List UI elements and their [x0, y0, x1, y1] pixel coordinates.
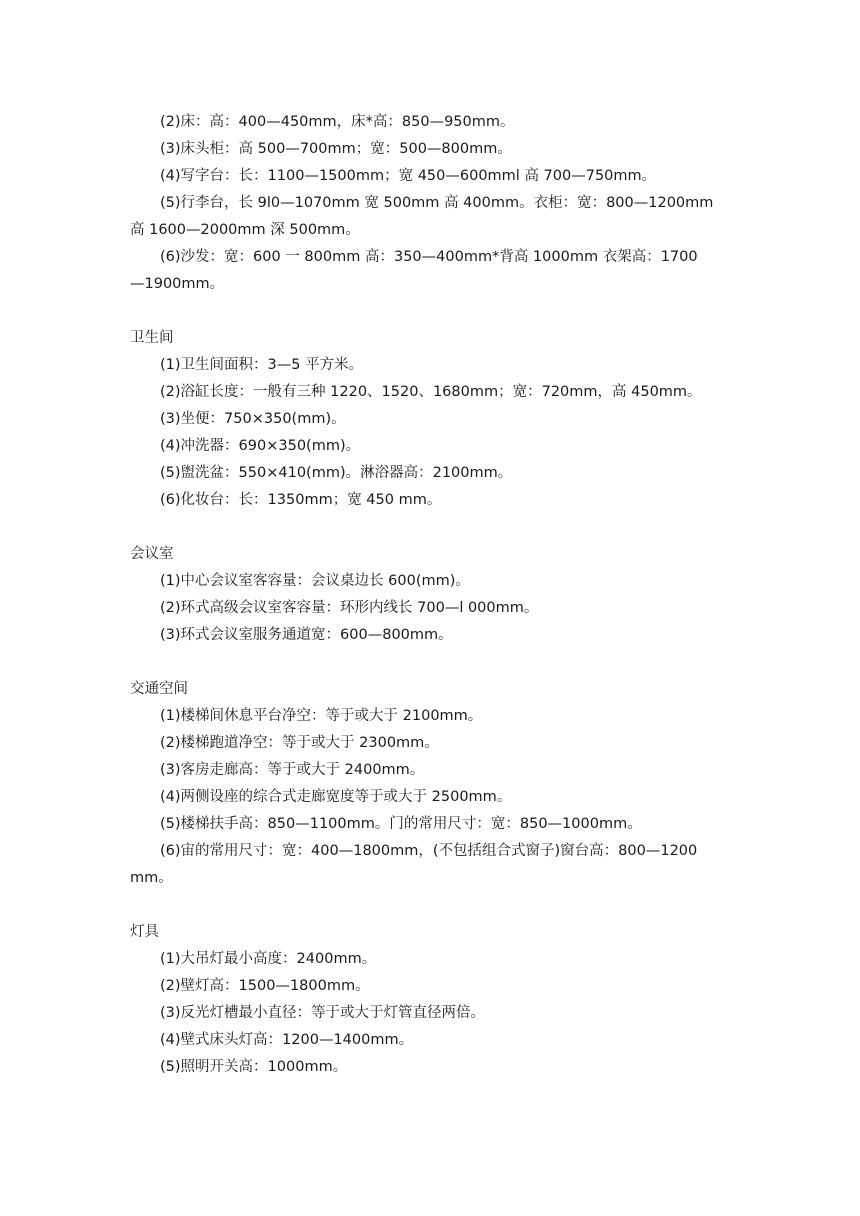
list-item-continuation: 高 1600—2000mm 深 500mm。	[130, 222, 360, 238]
list-item: (4)两侧设座的综合式走廊宽度等于或大于 2500mm。	[160, 789, 512, 805]
list-item: (4)冲洗器：690×350(mm)。	[160, 438, 361, 454]
section-lighting	[130, 919, 740, 1081]
list-item: (5)盥洗盆：550×410(mm)。淋浴器高：2100mm。	[160, 465, 513, 481]
list-item: (3)坐便：750×350(mm)。	[160, 411, 346, 427]
list-item: (3)环式会议室服务通道宽：600—800mm。	[160, 627, 453, 643]
list-item: (5)楼梯扶手高：850—1100mm。门的常用尺寸：宽：850—1000mm。	[160, 816, 642, 832]
section-meeting-room	[130, 541, 740, 649]
section-gap	[130, 649, 740, 676]
list-item: (4)壁式床头灯高：1200—1400mm。	[160, 1032, 414, 1048]
list-item-continuation: mm。	[130, 870, 173, 886]
list-item: (1)楼梯间休息平台净空：等于或大于 2100mm。	[160, 708, 483, 724]
list-item: (3)床头柜：高 500—700mm；宽：500—800mm。	[160, 141, 512, 157]
list-item: (5)行李台，长 9l0—1070mm 宽 500mm 高 400mm。衣柜：宽：800—1200mm	[160, 195, 714, 211]
section-gap	[130, 892, 740, 919]
list-item: (6)化妆台：长：1350mm；宽 450 mm。	[160, 492, 442, 508]
list-item: (3)客房走廊高：等于或大于 2400mm。	[160, 762, 425, 778]
list-item: (4)写字台：长：1100—1500mm；宽 450—600mml 高 700—750mm。	[160, 168, 657, 184]
section-heading: 灯具	[130, 924, 159, 940]
document-body	[130, 109, 740, 1081]
list-item: (3)反光灯槽最小直径：等于或大于灯管直径两倍。	[160, 1005, 486, 1021]
list-item: (6)沙发：宽：600 一 800mm 高：350—400mm*背高 1000mm 衣架高：1700	[160, 249, 698, 265]
section-heading: 交通空间	[130, 681, 188, 697]
section-heading: 卫生间	[130, 330, 174, 346]
list-item: (1)卫生间面积：3—5 平方米。	[160, 357, 364, 373]
section-bedroom	[130, 109, 740, 298]
section-circulation	[130, 676, 740, 892]
list-item: (2)壁灯高：1500—1800mm。	[160, 978, 370, 994]
section-bathroom	[130, 325, 740, 514]
list-item: (1)大吊灯最小高度：2400mm。	[160, 951, 377, 967]
list-item: (2)楼梯跑道净空：等于或大于 2300mm。	[160, 735, 439, 751]
list-item: (6)宙的常用尺寸：宽：400—1800mm，(不包括组合式窗子)窗台高：800—1200	[160, 843, 698, 859]
section-gap	[130, 514, 740, 541]
list-item: (2)浴缸长度：一般有三种 1220、1520、1680mm；宽：720mm，高 450mm。	[160, 384, 702, 400]
list-item: (1)中心会议室客容量：会议桌边长 600(mm)。	[160, 573, 470, 589]
list-item-continuation: —1900mm。	[130, 276, 225, 292]
list-item: (5)照明开关高：1000mm。	[160, 1059, 348, 1075]
list-item: (2)床：高：400—450mm，床*高：850—950mm。	[160, 114, 515, 130]
section-heading: 会议室	[130, 546, 174, 562]
list-item: (2)环式高级会议室客容量：环形内线长 700—l 000mm。	[160, 600, 539, 616]
section-gap	[130, 298, 740, 325]
